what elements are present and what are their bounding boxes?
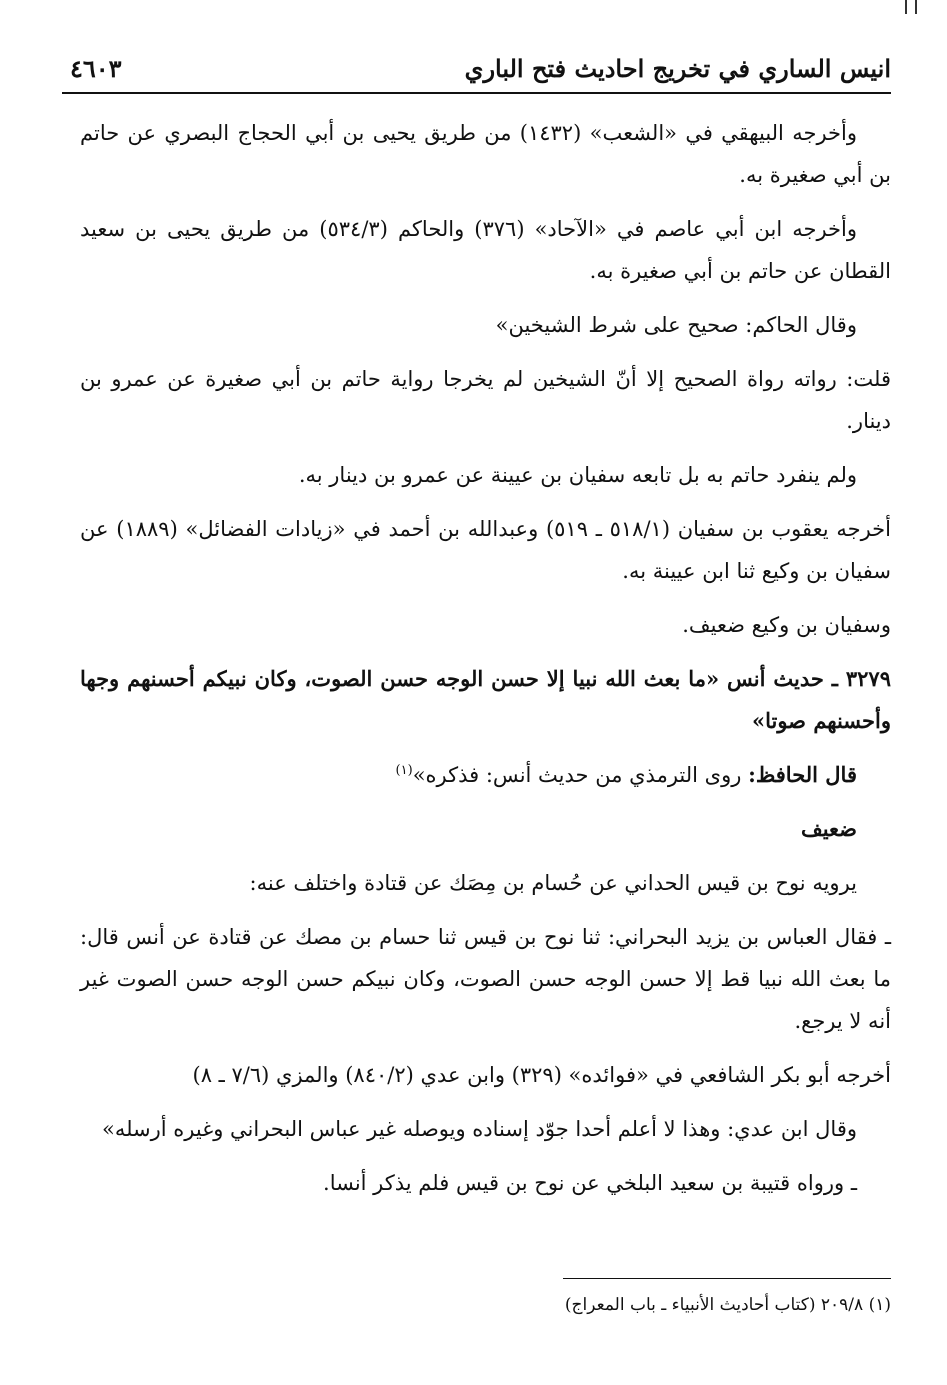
paragraph-8: يرويه نوح بن قيس الحداني عن حُسام بن مِصَك عن قتادة واختلف عنه: [249,871,857,895]
paragraph-2: وأخرجه ابن أبي عاصم في «الآحاد» (٣٧٦) والحاكم (٥٣٤/٣) من طريق يحيى بن سعيد القطان عن حاتم بن أبي صغيرة به. [80,217,891,283]
footnote-divider [563,1278,891,1279]
paragraph-6: أخرجه يعقوب بن سفيان (٥١٨/١ ـ ٥١٩) وعبدالله بن أحمد في «زيادات الفضائل» (١٨٨٩) عن سفيان بن وكيع ثنا ابن عيينة به. [80,517,892,583]
footnote: (١) ٢٠٩/٨ (كتاب أحاديث الأنبياء ـ باب المعراج) [564,1295,891,1315]
running-header [62,48,891,94]
hafiz-statement [80,754,891,796]
hafiz-label: قال الحافظ: [748,762,857,787]
paragraph-7: وسفيان بن وكيع ضعيف. [682,613,891,637]
paragraph-10: أخرجه أبو بكر الشافعي في «فوائده» (٣٢٩) وابن عدي (٨٤٠/٢) والمزي (٧/٦ ـ ٨) [192,1063,891,1087]
hadith-heading: ٣٢٧٩ ـ حديث أنس «ما بعث الله نبيا إلا حسن الوجه حسن الصوت، وكان نبيكم أحسنهم وجها وأحسنهم صوتا» [80,666,891,733]
paragraph-9: ـ فقال العباس بن يزيد البحراني: ثنا نوح بن قيس ثنا حسام بن مصك عن قتادة عن أنس قال: ما بعث الله نبيا قط إلا حسن الوجه حسن الصوت، وكان نبيكم حسن الوجه حسن الصوت غير أنه لا يرجع. [80,925,891,1033]
paragraph-4: قلت: رواته رواة الصحيح إلا أنّ الشيخين لم يخرجا رواية حاتم بن أبي صغيرة عن عمرو بن دينار. [80,367,891,433]
hafiz-text: روى الترمذي من حديث أنس: فذكره» [412,763,742,787]
footnote-reference: (١) [395,763,413,778]
paragraph-5: ولم ينفرد حاتم به بل تابعه سفيان بن عيينة عن عمرو بن دينار به. [298,463,857,487]
book-title: انيس الساري في تخريج احاديث فتح الباري [464,54,891,83]
scan-edge-mark [905,0,917,14]
paragraph-11: وقال ابن عدي: وهذا لا أعلم أحدا جوّد إسناده ويوصله غير عباس البحراني وغيره أرسله» [102,1117,857,1141]
paragraph-12: ـ ورواه قتيبة بن سعيد البلخي عن نوح بن قيس فلم يذكر أنسا. [323,1171,857,1195]
paragraph-1: وأخرجه البيهقي في «الشعب» (١٤٣٢) من طريق يحيى بن أبي الحجاج البصري عن حاتم بن أبي صغيرة به. [80,121,891,187]
paragraph-3: وقال الحاكم: صحيح على شرط الشيخين» [495,313,857,337]
page-number: ٤٦٠٣ [70,54,122,83]
grade-label: ضعيف [800,816,857,841]
main-text [80,112,891,1216]
